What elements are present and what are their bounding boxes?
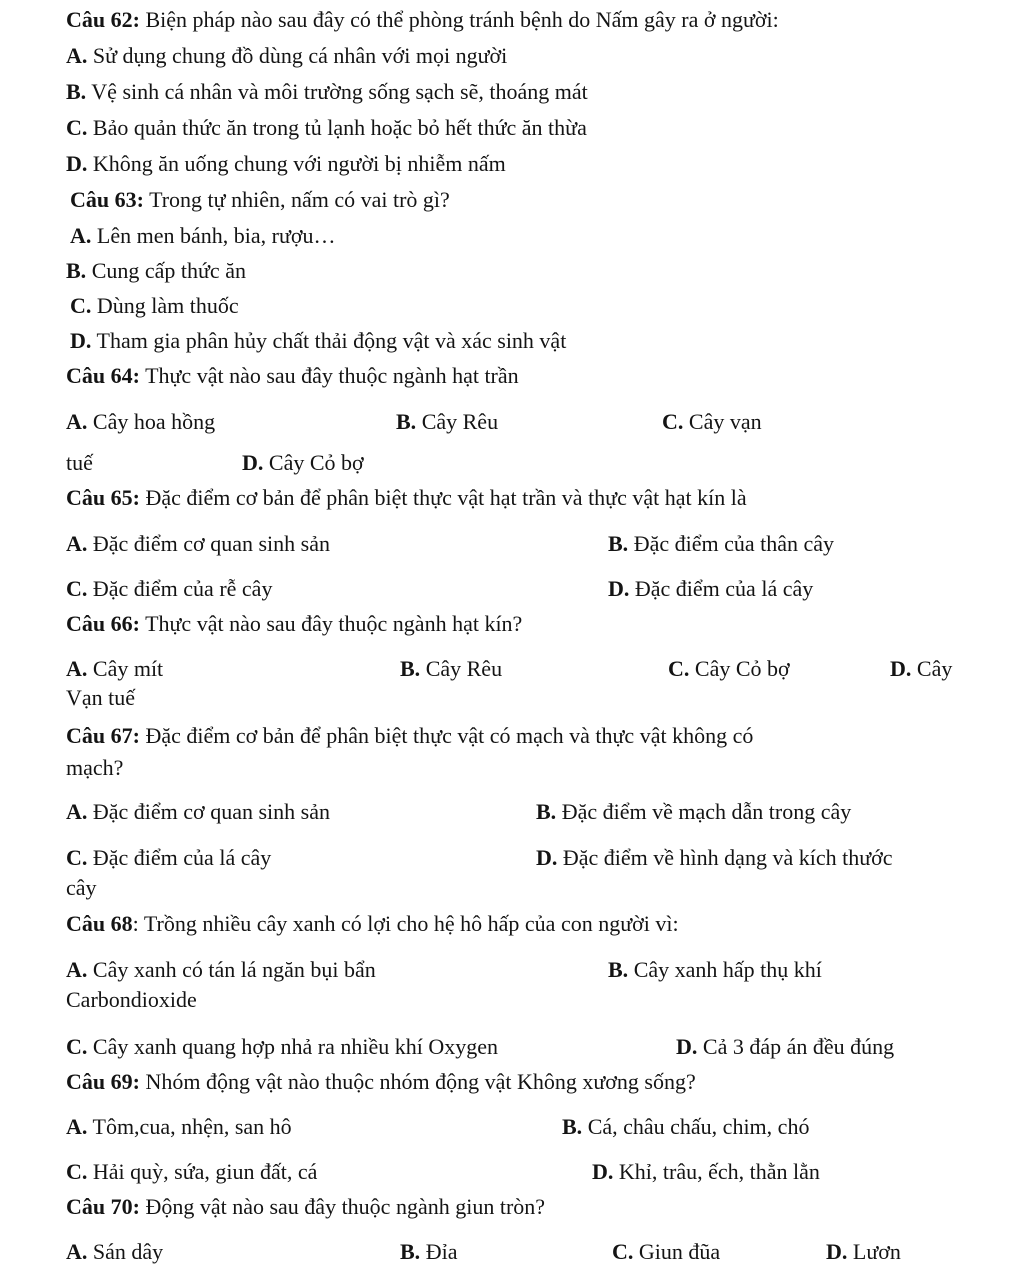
question-label: Câu 68 — [66, 911, 133, 936]
option-label: C. — [668, 656, 690, 681]
option-label: C. — [66, 1159, 88, 1184]
option-text: Cây xanh hấp thụ khí — [633, 957, 822, 982]
option-text: cây — [66, 875, 97, 900]
question-label: Câu 65: — [66, 485, 140, 510]
option-label: B. — [400, 1239, 421, 1264]
option-text: Tham gia phân hủy chất thải động vật và xác sinh vật — [96, 328, 567, 353]
question-label: Câu 62: — [66, 7, 140, 32]
option-c — [66, 1033, 498, 1061]
option-label: A. — [66, 409, 88, 434]
option-label: D. — [536, 845, 558, 870]
option-text: Cây — [916, 656, 953, 681]
option-label: B. — [562, 1114, 583, 1139]
option-text: Cây xanh quang hợp nhả ra nhiều khí Oxygen — [92, 1034, 498, 1059]
option-b — [66, 78, 588, 106]
option-a — [66, 798, 330, 826]
question-text: Đặc điểm cơ bản để phân biệt thực vật có mạch và thực vật không có — [145, 723, 754, 748]
option-d — [890, 655, 952, 683]
question-text: Đặc điểm cơ bản để phân biệt thực vật hạt trần và thực vật hạt kín là — [145, 485, 747, 510]
option-label: A. — [66, 799, 88, 824]
option-d — [608, 575, 813, 603]
option-text: Dùng làm thuốc — [96, 293, 239, 318]
option-text: Cây Cỏ bợ — [694, 656, 790, 681]
question-text: Thực vật nào sau đây thuộc ngành hạt kín? — [145, 611, 523, 636]
question-text: Biện pháp nào sau đây có thể phòng tránh bệnh do Nấm gây ra ở người: — [145, 7, 779, 32]
option-a — [66, 530, 330, 558]
option-label: C. — [612, 1239, 634, 1264]
option-label: A. — [66, 1114, 88, 1139]
option-label: B. — [536, 799, 557, 824]
option-text: Carbondioxide — [66, 987, 197, 1012]
option-b — [562, 1113, 809, 1141]
option-d — [826, 1238, 901, 1266]
option-text: Đặc điểm của rễ cây — [92, 576, 273, 601]
question-69 — [66, 1068, 696, 1096]
option-a — [66, 1113, 292, 1141]
option-label: D. — [608, 576, 630, 601]
question-67-continued — [66, 754, 123, 782]
question-68 — [66, 910, 679, 938]
question-label: Câu 64: — [66, 363, 140, 388]
question-65 — [66, 484, 747, 512]
option-label: C. — [66, 1034, 88, 1059]
option-text: Cây Rêu — [421, 409, 499, 434]
option-text: Sử dụng chung đồ dùng cá nhân với mọi người — [92, 43, 508, 68]
option-b — [400, 655, 502, 683]
option-text: Lươn — [852, 1239, 901, 1264]
option-text: Cả 3 đáp án đều đúng — [702, 1034, 895, 1059]
option-c — [70, 292, 239, 320]
option-text: Cây mít — [92, 656, 164, 681]
option-text: tuế — [66, 450, 93, 475]
option-a — [66, 655, 163, 683]
option-c — [612, 1238, 720, 1266]
option-text: Sán dây — [92, 1239, 164, 1264]
option-d — [676, 1033, 894, 1061]
option-label: B. — [400, 656, 421, 681]
option-label: B. — [66, 258, 87, 283]
option-text: Vệ sinh cá nhân và môi trường sống sạch sẽ, thoáng mát — [91, 79, 588, 104]
option-text: Đặc điểm về hình dạng và kích thước — [562, 845, 893, 870]
question-text: Động vật nào sau đây thuộc ngành giun tròn? — [145, 1194, 546, 1219]
option-a — [66, 956, 376, 984]
question-text: mạch? — [66, 755, 124, 780]
option-c — [66, 844, 271, 872]
option-a — [66, 1238, 163, 1266]
option-b — [400, 1238, 457, 1266]
option-text: Cá, châu chấu, chim, chó — [587, 1114, 810, 1139]
option-label: C. — [66, 845, 88, 870]
question-70 — [66, 1193, 545, 1221]
option-text: Khỉ, trâu, ếch, thằn lằn — [618, 1159, 820, 1184]
option-label: A. — [70, 223, 92, 248]
question-label: Câu 67: — [66, 723, 140, 748]
option-text: Không ăn uống chung với người bị nhiễm nấm — [92, 151, 506, 176]
option-text: Cây vạn — [688, 409, 762, 434]
option-label: D. — [676, 1034, 698, 1059]
option-a — [66, 408, 215, 436]
option-text: Cây Cỏ bợ — [268, 450, 364, 475]
option-label: D. — [890, 656, 912, 681]
option-b — [608, 956, 822, 984]
option-b — [536, 798, 851, 826]
option-text: Hải quỳ, sứa, giun đất, cá — [92, 1159, 318, 1184]
question-67 — [66, 722, 753, 750]
question-63 — [70, 186, 450, 214]
option-label: D. — [70, 328, 92, 353]
question-label: Câu 63: — [70, 187, 144, 212]
question-text: Thực vật nào sau đây thuộc ngành hạt trần — [145, 363, 519, 388]
option-text: Cây Rêu — [425, 656, 503, 681]
question-label: Câu 66: — [66, 611, 140, 636]
option-label: C. — [662, 409, 684, 434]
option-text: Giun đũa — [638, 1239, 721, 1264]
option-d — [592, 1158, 820, 1186]
option-text: Đặc điểm của thân cây — [633, 531, 835, 556]
option-c — [66, 114, 587, 142]
option-c — [662, 408, 762, 436]
option-b — [608, 530, 834, 558]
option-label: A. — [66, 531, 88, 556]
option-a — [70, 222, 336, 250]
option-c-continued — [66, 449, 93, 477]
option-label: B. — [396, 409, 417, 434]
question-64 — [66, 362, 519, 390]
option-b — [396, 408, 498, 436]
question-label: Câu 69: — [66, 1069, 140, 1094]
option-d — [242, 449, 364, 477]
option-text: Đặc điểm về mạch dẫn trong cây — [561, 799, 852, 824]
option-text: Tôm,cua, nhện, san hô — [92, 1114, 292, 1139]
option-label: B. — [66, 79, 87, 104]
question-text: Nhóm động vật nào thuộc nhóm động vật Không xương sống? — [145, 1069, 696, 1094]
option-label: A. — [66, 957, 88, 982]
option-text: Đặc điểm cơ quan sinh sản — [92, 531, 330, 556]
option-text: Cung cấp thức ăn — [91, 258, 246, 283]
option-a — [66, 42, 507, 70]
option-label: A. — [66, 43, 88, 68]
option-text: Bảo quản thức ăn trong tủ lạnh hoặc bỏ hết thức ăn thừa — [92, 115, 587, 140]
option-c — [66, 575, 272, 603]
option-label: C. — [66, 576, 88, 601]
option-text: Đỉa — [425, 1239, 458, 1264]
question-text: Trong tự nhiên, nấm có vai trò gì? — [149, 187, 450, 212]
option-label: C. — [70, 293, 92, 318]
option-text: Vạn tuế — [66, 685, 136, 710]
option-text: Đặc điểm cơ quan sinh sản — [92, 799, 330, 824]
option-text: Đặc điểm của lá cây — [634, 576, 814, 601]
option-d-continued — [66, 684, 135, 712]
option-label: A. — [66, 656, 88, 681]
question-62 — [66, 6, 779, 34]
option-d — [70, 327, 566, 355]
option-b-continued — [66, 986, 197, 1014]
option-label: D. — [242, 450, 264, 475]
option-label: D. — [592, 1159, 614, 1184]
option-c — [668, 655, 790, 683]
question-66 — [66, 610, 522, 638]
option-text: Cây xanh có tán lá ngăn bụi bẩn — [92, 957, 376, 982]
option-label: D. — [66, 151, 88, 176]
option-label: A. — [66, 1239, 88, 1264]
question-label: Câu 70: — [66, 1194, 140, 1219]
option-d — [66, 150, 506, 178]
option-b — [66, 257, 246, 285]
option-label: B. — [608, 957, 629, 982]
option-label: C. — [66, 115, 88, 140]
question-text: : Trồng nhiều cây xanh có lợi cho hệ hô hấp của con người vì: — [132, 911, 679, 936]
option-text: Lên men bánh, bia, rượu… — [96, 223, 336, 248]
option-text: Cây hoa hồng — [92, 409, 216, 434]
option-text: Đặc điểm của lá cây — [92, 845, 272, 870]
option-label: D. — [826, 1239, 848, 1264]
option-c — [66, 1158, 317, 1186]
option-label: B. — [608, 531, 629, 556]
option-d-continued — [66, 874, 97, 902]
option-d — [536, 844, 893, 872]
